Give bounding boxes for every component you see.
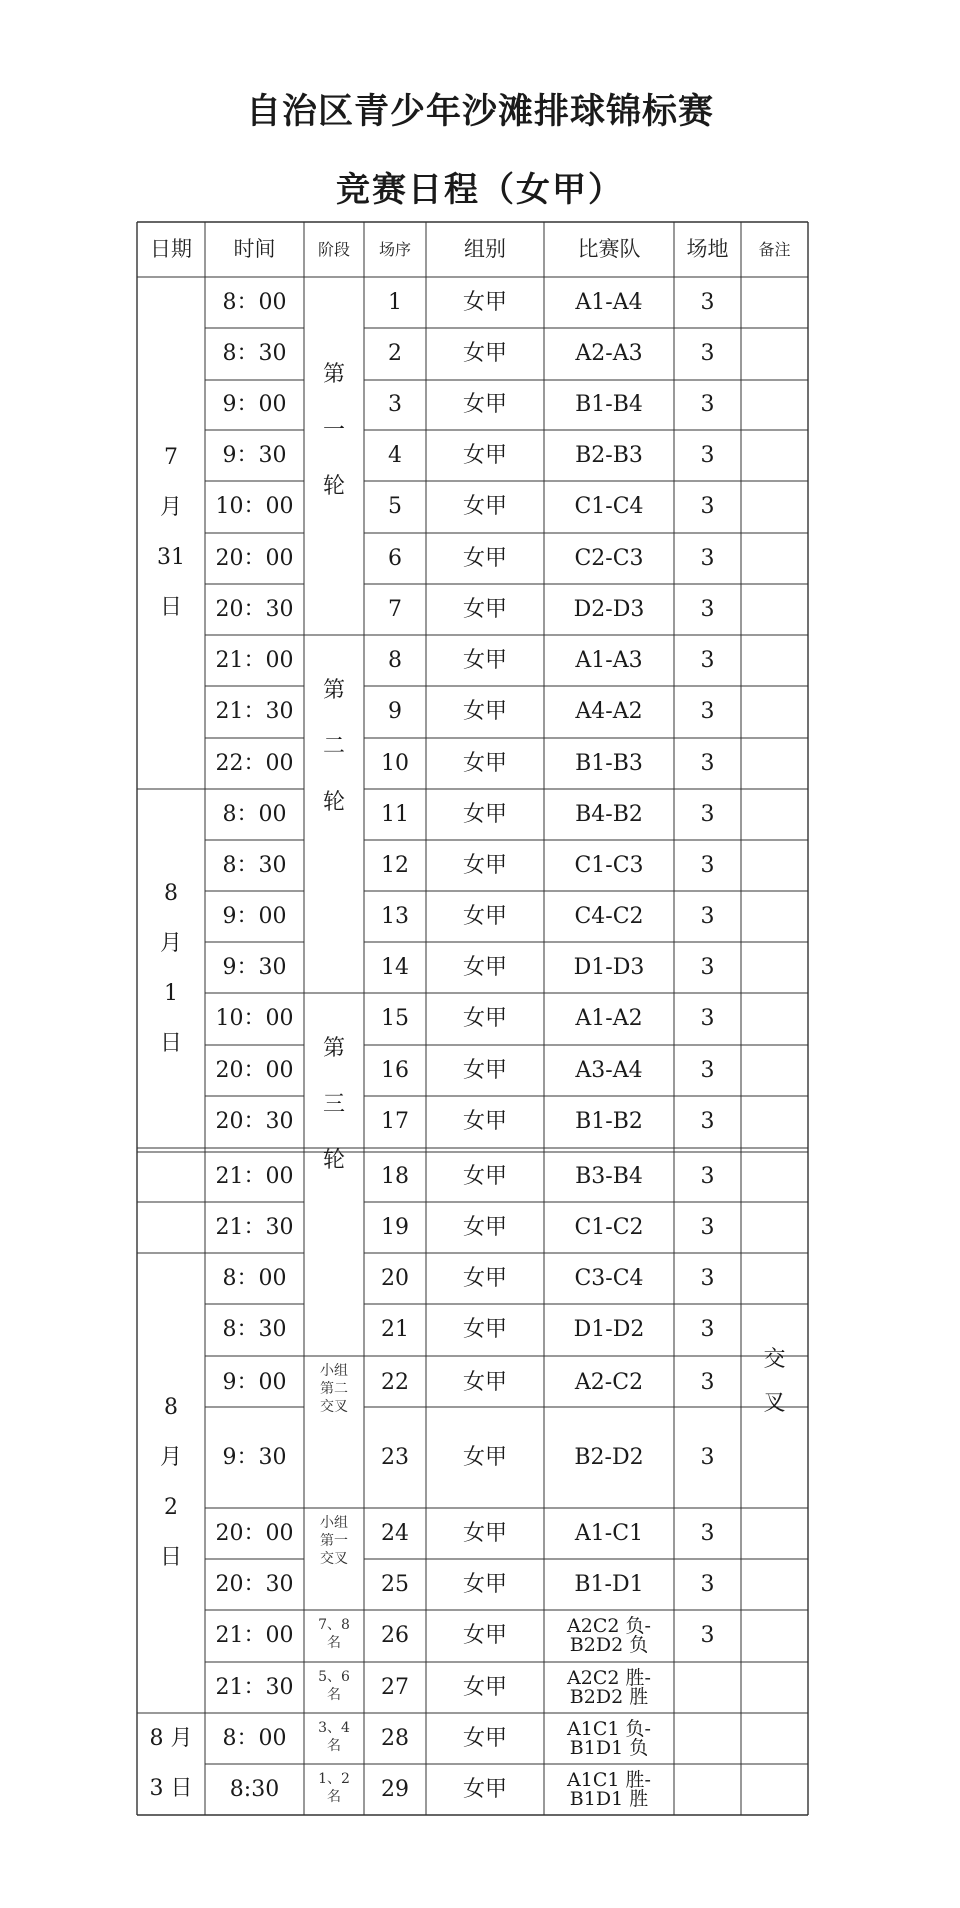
stage-text: 7、8: [318, 1617, 350, 1633]
date-text: 月: [159, 930, 182, 956]
header-remark: 备注: [758, 239, 791, 259]
group-cell: 女甲: [462, 1571, 507, 1597]
court-cell: 3: [700, 1006, 715, 1031]
order-cell: 26: [381, 1623, 409, 1648]
teams-cell: A2-A3: [575, 341, 643, 366]
stage-text: 名: [327, 1738, 341, 1754]
order-cell: 11: [381, 801, 409, 827]
order-cell: 25: [381, 1571, 409, 1597]
stage-cell: [304, 993, 364, 1356]
date-text: 8: [164, 880, 178, 906]
teams-cell: A1C1 负-B1D1 负: [567, 1717, 651, 1759]
order-cell: 14: [381, 954, 409, 980]
court-cell: 3: [700, 801, 715, 827]
order-cell: 18: [381, 1164, 409, 1189]
group-cell: 女甲: [462, 341, 507, 366]
group-cell: 女甲: [462, 801, 507, 827]
date-text: 1: [164, 980, 178, 1006]
teams-cell: C4-C2: [574, 903, 644, 929]
document-title: 自治区青少年沙滩排球锦标赛: [245, 92, 714, 132]
stage-text: 名: [327, 1789, 341, 1805]
court-cell: [674, 1662, 741, 1713]
order-cell: 29: [381, 1776, 409, 1802]
group-cell: 女甲: [462, 1370, 507, 1395]
court-cell: 3: [700, 750, 715, 776]
order-cell: 13: [381, 903, 409, 929]
court-cell: 3: [700, 1057, 715, 1083]
order-cell: 16: [381, 1057, 409, 1083]
group-cell: 女甲: [462, 1006, 507, 1031]
order-cell: 24: [381, 1520, 409, 1546]
time-cell: 8：30: [222, 341, 287, 366]
court-cell: 3: [700, 289, 715, 315]
date-cell: [137, 789, 205, 1148]
header-order: 场序: [378, 239, 411, 259]
remark-text: 交: [763, 1346, 786, 1372]
order-cell: 28: [381, 1725, 409, 1751]
stage-cell: [304, 1662, 364, 1713]
group-cell: 女甲: [462, 1057, 507, 1083]
time-cell: 20：00: [215, 1520, 294, 1546]
court-cell: [674, 1713, 741, 1764]
time-cell: 21：00: [215, 1164, 294, 1189]
stage-text: 轮: [322, 790, 345, 815]
group-cell: 女甲: [462, 903, 507, 929]
teams-cell: D2-D3: [573, 596, 645, 622]
teams-cell: A3-A4: [575, 1057, 643, 1083]
stage-text: 1、2: [318, 1771, 350, 1787]
stage-cell: [304, 1610, 364, 1662]
group-cell: 女甲: [462, 852, 507, 878]
stage-text: 小组: [320, 1515, 348, 1531]
stage-cell: [304, 1356, 364, 1508]
time-cell: 20：30: [215, 596, 294, 622]
teams-cell: D1-D2: [573, 1317, 645, 1342]
court-cell: 3: [700, 341, 715, 366]
order-cell: 21: [381, 1317, 409, 1342]
stage-text: 小组: [320, 1363, 348, 1379]
teams-cell: B2-B3: [575, 442, 643, 468]
time-cell: 9：30: [222, 954, 287, 980]
date-text: 8: [164, 1395, 178, 1420]
header-date: 日期: [150, 237, 192, 261]
group-cell: 女甲: [462, 1214, 507, 1240]
group-cell: 女甲: [462, 1725, 507, 1751]
group-cell: 女甲: [462, 289, 507, 315]
court-cell: [674, 1764, 741, 1815]
teams-cell: B1-B3: [575, 750, 643, 776]
teams-cell: A1C1 胜-B1D1 胜: [567, 1768, 651, 1810]
order-cell: 6: [388, 545, 402, 571]
time-cell: 8：00: [222, 289, 287, 315]
teams-cell: A4-A2: [575, 699, 643, 724]
remark-text: 叉: [763, 1390, 786, 1416]
order-cell: 22: [381, 1370, 409, 1395]
stage-text: 三: [322, 1092, 345, 1117]
stage-text: 交叉: [320, 1551, 348, 1567]
court-cell: 3: [700, 1317, 715, 1342]
group-cell: 女甲: [462, 699, 507, 724]
time-cell: 9：30: [222, 1444, 287, 1470]
time-cell: 10：00: [215, 1006, 294, 1031]
stage-cell: [304, 1713, 364, 1764]
date-cell: [137, 1253, 205, 1713]
group-cell: 女甲: [462, 1674, 507, 1700]
court-cell: 3: [700, 1370, 715, 1395]
court-cell: 3: [700, 699, 715, 724]
court-cell: 3: [700, 494, 715, 519]
time-cell: 8：00: [222, 1725, 287, 1751]
stage-text: 第: [322, 1036, 345, 1061]
order-cell: 3: [388, 392, 402, 417]
remark-cell: [741, 1346, 808, 1416]
header-group: 组别: [464, 237, 506, 261]
group-cell: 女甲: [462, 1776, 507, 1802]
court-cell: 3: [700, 1444, 715, 1470]
stage-text: 名: [327, 1687, 341, 1703]
group-cell: 女甲: [462, 1164, 507, 1189]
order-cell: 15: [381, 1006, 409, 1031]
group-cell: 女甲: [462, 1109, 507, 1134]
teams-cell: A1-A2: [575, 1006, 643, 1031]
order-cell: 17: [381, 1109, 409, 1134]
order-cell: 10: [381, 750, 409, 776]
teams-cell: B1-B4: [575, 392, 643, 417]
stage-text: 轮: [322, 1148, 345, 1173]
time-cell: 21：00: [215, 647, 294, 673]
group-cell: 女甲: [462, 647, 507, 673]
stage-text: 交叉: [320, 1399, 348, 1415]
court-cell: 3: [700, 442, 715, 468]
teams-cell: A1-A3: [575, 647, 643, 673]
time-cell: 21：30: [215, 699, 294, 724]
teams-cell: A2-C2: [574, 1370, 644, 1395]
group-cell: 女甲: [462, 954, 507, 980]
time-cell: 8：30: [222, 1317, 287, 1342]
stage-text: 第二: [320, 1381, 348, 1397]
order-cell: 27: [381, 1674, 409, 1700]
stage-cell: [304, 635, 364, 993]
time-cell: 21：30: [215, 1214, 294, 1240]
stage-cell: [304, 1508, 364, 1610]
group-cell: 女甲: [462, 442, 507, 468]
court-cell: 3: [700, 954, 715, 980]
time-cell: 9：00: [222, 1370, 287, 1395]
court-cell: 3: [700, 1164, 715, 1189]
teams-cell: B1-D1: [574, 1571, 644, 1597]
group-cell: 女甲: [462, 1623, 507, 1648]
court-cell: 3: [700, 1520, 715, 1546]
time-cell: 8：00: [222, 1265, 287, 1291]
time-cell: 21：30: [215, 1674, 294, 1700]
order-cell: 4: [388, 442, 402, 468]
date-text: 日: [159, 1030, 182, 1056]
teams-cell: A2C2 胜-B2D2 胜: [567, 1666, 651, 1708]
court-cell: 3: [700, 1109, 715, 1134]
time-cell: 20：00: [215, 545, 294, 571]
court-cell: 3: [700, 545, 715, 571]
teams-cell: B2-D2: [574, 1444, 644, 1470]
group-cell: 女甲: [462, 1317, 507, 1342]
header-teams: 比赛队: [577, 237, 641, 261]
time-cell: 8：00: [222, 801, 287, 827]
time-cell: 8:30: [229, 1776, 280, 1802]
date-cell: [137, 1152, 205, 1202]
teams-cell: D1-D3: [573, 954, 645, 980]
court-cell: 3: [700, 596, 715, 622]
group-cell: 女甲: [462, 1520, 507, 1546]
group-cell: 女甲: [462, 545, 507, 571]
court-cell: 3: [700, 903, 715, 929]
teams-cell: C1-C2: [574, 1214, 644, 1240]
court-cell: 3: [700, 1265, 715, 1291]
order-cell: 7: [388, 596, 402, 622]
teams-cell: C1-C4: [574, 494, 644, 519]
date-text: 3 日: [149, 1776, 193, 1801]
group-cell: 女甲: [462, 596, 507, 622]
order-cell: 9: [388, 699, 402, 724]
court-cell: 3: [700, 852, 715, 878]
teams-cell: A2C2 负-B2D2 负: [567, 1615, 651, 1656]
teams-cell: A1-C1: [574, 1520, 644, 1546]
teams-cell: C1-C3: [574, 852, 644, 878]
court-cell: 3: [700, 1214, 715, 1240]
order-cell: 12: [381, 852, 409, 878]
order-cell: 23: [381, 1444, 409, 1470]
stage-text: 一: [322, 418, 345, 443]
date-cell: [137, 277, 205, 789]
order-cell: 20: [381, 1265, 409, 1291]
stage-text: 3、4: [318, 1720, 350, 1736]
group-cell: 女甲: [462, 1265, 507, 1291]
stage-text: 第: [322, 362, 345, 387]
group-cell: 女甲: [462, 1444, 507, 1470]
document-subtitle: 竞赛日程（女甲）: [336, 170, 624, 210]
date-text: 2: [164, 1495, 178, 1520]
time-cell: 20：30: [215, 1109, 294, 1134]
time-cell: 8：30: [222, 852, 287, 878]
header-time: 时间: [233, 237, 276, 261]
time-cell: 9：30: [222, 442, 287, 468]
date-cell: [137, 1202, 205, 1253]
time-cell: 20：00: [215, 1057, 294, 1083]
teams-cell: B3-B4: [575, 1164, 643, 1189]
date-text: 月: [159, 495, 182, 520]
stage-cell: [304, 277, 364, 635]
date-cell: [137, 1713, 205, 1815]
date-text: 8 月: [149, 1726, 193, 1751]
stage-cell: [304, 1764, 364, 1815]
time-cell: 21：00: [215, 1623, 294, 1648]
order-cell: 8: [388, 647, 402, 673]
order-cell: 19: [381, 1214, 409, 1240]
teams-cell: C3-C4: [574, 1265, 644, 1291]
order-cell: 2: [388, 341, 402, 366]
date-text: 月: [159, 1445, 182, 1470]
date-text: 7: [164, 445, 178, 470]
group-cell: 女甲: [462, 392, 507, 417]
header-court: 场地: [686, 237, 729, 261]
stage-text: 名: [327, 1635, 341, 1651]
stage-text: 轮: [322, 474, 345, 499]
stage-text: 5、6: [318, 1669, 350, 1685]
stage-text: 二: [322, 734, 345, 759]
time-cell: 9：00: [222, 392, 287, 417]
date-text: 日: [159, 1545, 182, 1570]
teams-cell: A1-A4: [575, 289, 643, 315]
stage-text: 第: [322, 678, 345, 703]
stage-text: 第一: [320, 1533, 348, 1549]
teams-cell: C2-C3: [574, 545, 644, 571]
header-stage: 阶段: [317, 239, 350, 259]
order-cell: 5: [388, 494, 402, 519]
date-text: 31: [157, 545, 185, 570]
court-cell: 3: [700, 1571, 715, 1597]
date-text: 日: [159, 595, 182, 620]
time-cell: 20：30: [215, 1571, 294, 1597]
court-cell: 3: [700, 1623, 715, 1648]
time-cell: 10：00: [215, 494, 294, 519]
teams-cell: B4-B2: [575, 801, 643, 827]
time-cell: 9：00: [222, 903, 287, 929]
court-cell: 3: [700, 392, 715, 417]
order-cell: 1: [388, 289, 402, 315]
group-cell: 女甲: [462, 750, 507, 776]
time-cell: 22：00: [215, 750, 294, 776]
teams-cell: B1-B2: [575, 1109, 643, 1134]
group-cell: 女甲: [462, 494, 507, 519]
court-cell: 3: [700, 647, 715, 673]
